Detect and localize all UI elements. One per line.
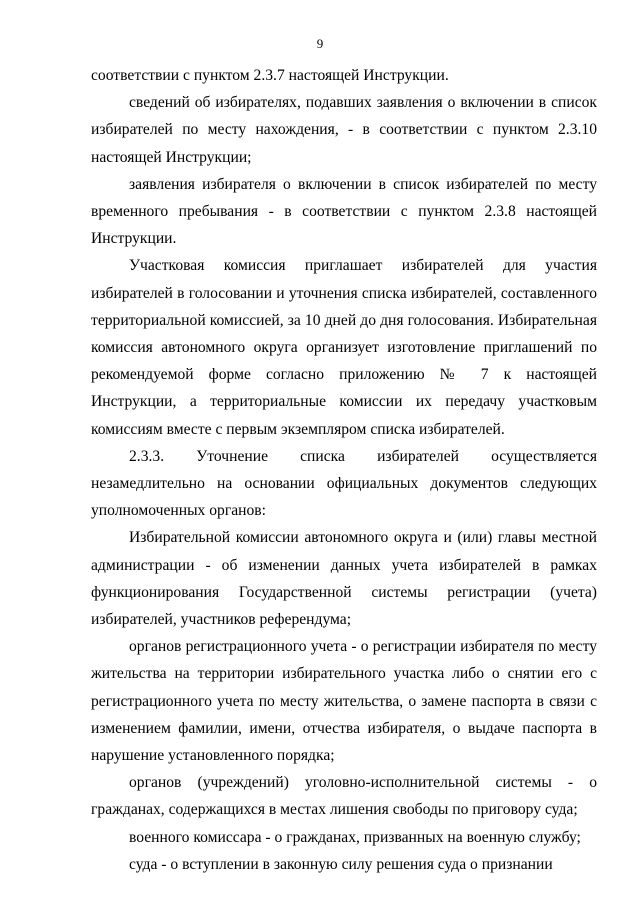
paragraph-court: суда - о вступлении в законную силу решения суда о признании xyxy=(129,855,553,873)
paragraph-invitation: Участковая комиссия приглашает избирателей для участия избирателей в голосовании и уточнения списка избирателей, составленного территориальной комиссией, за 10 дней до дня голосования. Избирательная комиссия автономного округа организует изготовление приглашений по рекомендуемой форме согласно приложению № 7 к настоящей Инструкции, а территориальные комиссии их передачу участковым комиссиям вместе с первым экземпляром списка избирателей. xyxy=(91,257,597,438)
paragraph-applicants-by-location: сведений об избирателях, подавших заявления о включении в список избирателей по месту нахождения, - в соответствии с пунктом 2.3.10 настоящей Инструкции; xyxy=(91,94,597,166)
paragraph-election-commission: Избирательной комиссии автономного округа и (или) главы местной администрации - об изменении данных учета избирателей в рамках функционирования Государственной системы регистрации (учета) избирателей, участников референдума; xyxy=(91,529,597,629)
paragraph-section-2-3-3: 2.3.3. Уточнение списка избирателей осуществляется незамедлительно на основании официальных документов следующих уполномоченных органов: xyxy=(91,447,597,520)
paragraph-military-commissar: военного комиссара - о гражданах, призванных на военную службу; xyxy=(129,828,581,846)
paragraph-temporary-stay: заявления избирателя о включении в список избирателей по месту временного пребывания - в соответствии с пунктом 2.3.8 настоящей Инструкции. xyxy=(91,175,597,248)
document-body xyxy=(91,62,597,878)
paragraph-registration-authorities: органов регистрационного учета - о регистрации избирателя по месту жительства на территории избирательного участка либо о снятии его с регистрационного учета по месту жительства, о замене паспорта в связи с изменением фамилии, имени, отчества избирателя, о выдаче паспорта в нарушение установленного порядка; xyxy=(91,638,597,765)
page-number: 9 xyxy=(316,36,324,51)
paragraph-continuation: соответствии с пунктом 2.3.7 настоящей Инструкции. xyxy=(91,67,449,84)
paragraph-penal-system: органов (учреждений) уголовно-исполнительной системы - о гражданах, содержащихся в местах лишения свободы по приговору суда; xyxy=(91,774,597,819)
